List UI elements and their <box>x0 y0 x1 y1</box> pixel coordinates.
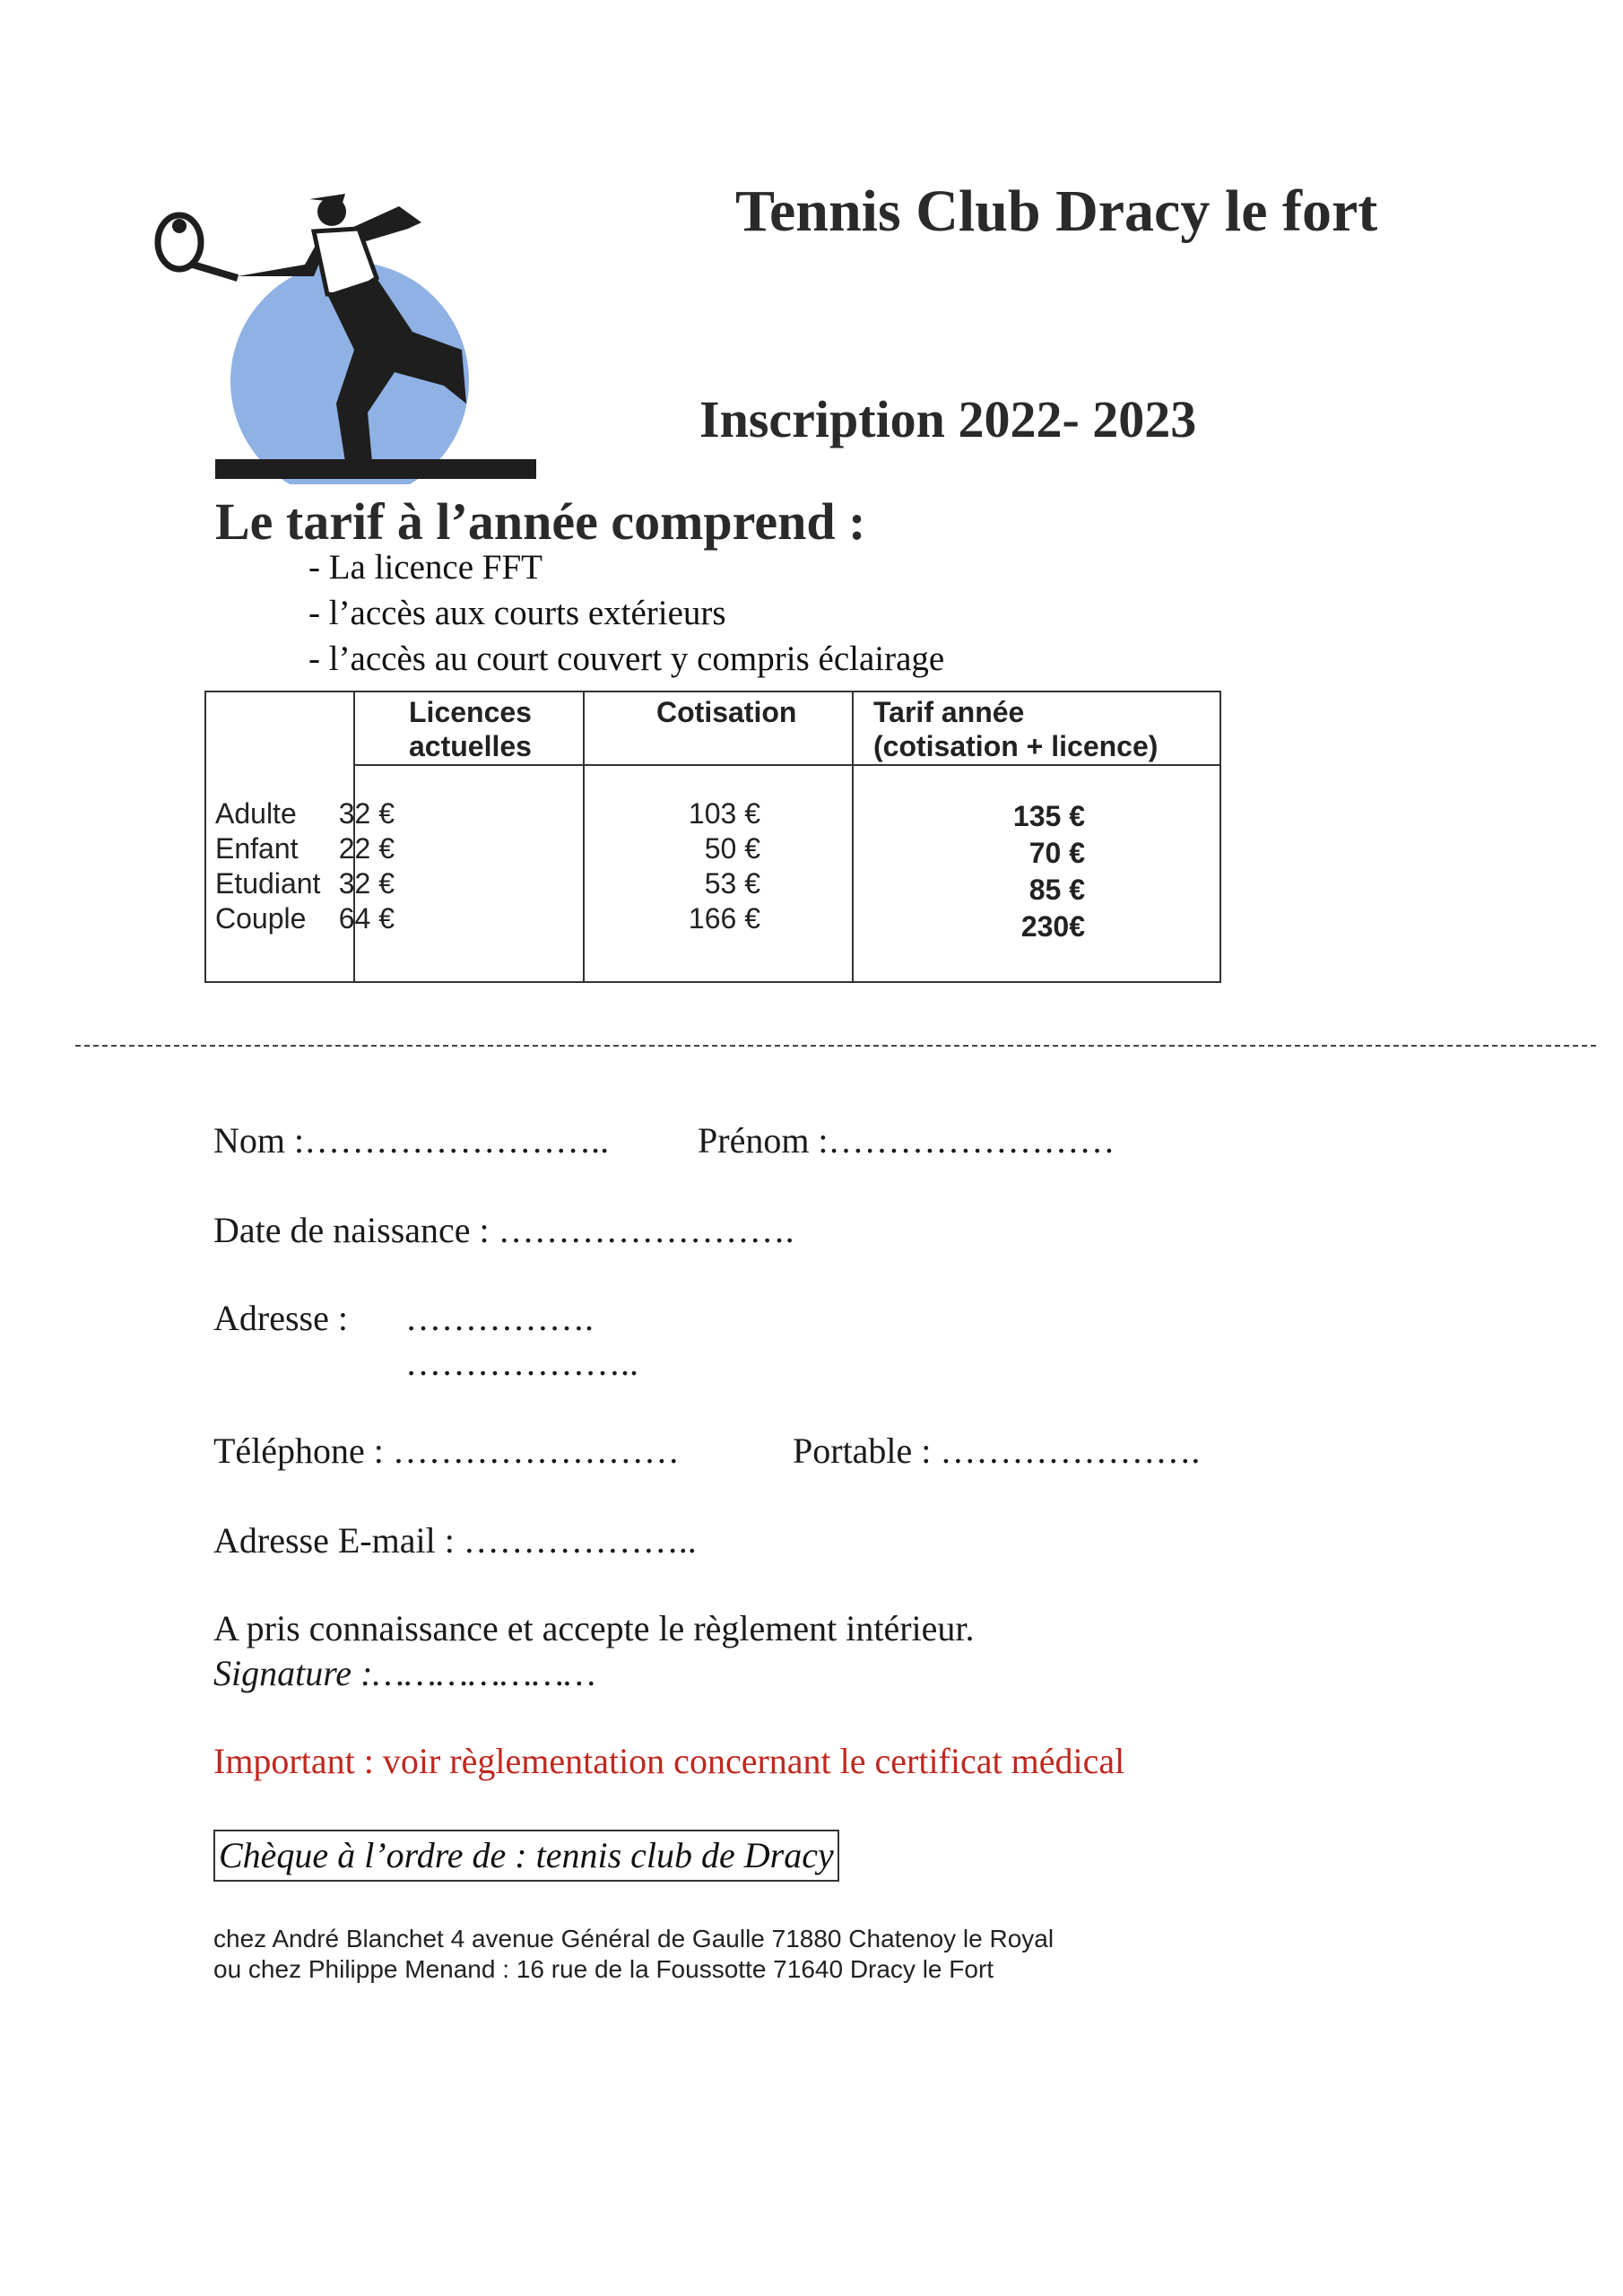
row-category: Adulte <box>215 797 297 830</box>
row-licence: 22 € <box>338 832 395 865</box>
row-cotisation: 103 € <box>688 797 760 830</box>
club-name: Tennis Club Dracy le fort <box>735 178 1378 244</box>
header-underline <box>353 764 1219 766</box>
address-line: ou chez Philippe Menand : 16 rue de la Foussotte 71640 Dracy le Fort <box>213 1955 994 1983</box>
cut-dashed-line <box>75 1045 1596 1047</box>
row-licence: 32 € <box>338 797 395 830</box>
tarif-item-court-couvert: - l’accès au court couvert y compris éclairage <box>308 639 945 678</box>
adresse-label: Adresse : <box>213 1298 348 1338</box>
nom-field[interactable]: Nom :…………………….. <box>213 1120 610 1161</box>
row-cotisation: 53 € <box>704 867 760 900</box>
row-tarif: 135 € <box>1012 800 1085 832</box>
row-cotisation: 166 € <box>688 902 760 935</box>
tarif-item-licence: - La licence FFT <box>308 548 542 587</box>
date-naissance-field[interactable]: Date de naissance : ……………………. <box>213 1210 794 1250</box>
header-cotisation: Cotisation <box>656 696 797 728</box>
row-tarif: 70 € <box>1028 837 1085 869</box>
logo-ball <box>172 219 187 233</box>
header-tarif: Tarif année <box>873 696 1025 728</box>
price-table <box>204 691 1221 983</box>
signature-field[interactable]: Signature :………………… <box>213 1653 596 1693</box>
header-licences-line2: actuelles <box>409 730 532 762</box>
row-licence: 64 € <box>338 902 395 935</box>
header-licences: Licences <box>409 696 532 728</box>
address-line: chez André Blanchet 4 avenue Général de Gaulle 71880 Chatenoy le Royal <box>213 1925 1055 1952</box>
adresse-line1-field[interactable]: ……………. <box>405 1298 594 1338</box>
row-tarif: 230€ <box>1020 910 1085 943</box>
logo-racket-handle <box>193 265 238 278</box>
logo-ground-bar <box>215 459 536 479</box>
header-tarif-line2: (cotisation + licence) <box>873 730 1159 762</box>
tarif-item-courts-exterieurs: - l’accès aux courts extérieurs <box>308 594 726 632</box>
cheque-box: Chèque à l’ordre de : tennis club de Dracy <box>213 1830 839 1882</box>
row-licence: 32 € <box>338 867 395 900</box>
row-category: Enfant <box>215 832 299 865</box>
important-notice: Important : voir règlementation concernant le certificat médical <box>213 1741 1125 1781</box>
adresse-line2-field[interactable]: ……………….. <box>405 1343 638 1383</box>
row-cotisation: 50 € <box>704 832 760 865</box>
telephone-field[interactable]: Téléphone : …………………… <box>213 1431 680 1471</box>
row-category: Etudiant <box>215 867 321 900</box>
reglement-text: A pris connaissance et accepte le règlement intérieur. <box>213 1608 975 1648</box>
portable-field[interactable]: Portable : …………………. <box>793 1431 1201 1471</box>
email-field[interactable]: Adresse E-mail : ……………….. <box>213 1520 697 1561</box>
table-divider <box>583 692 585 981</box>
logo-arm <box>238 240 327 276</box>
row-category: Couple <box>215 902 307 935</box>
row-tarif: 85 € <box>1028 874 1085 906</box>
prenom-field[interactable]: Prénom :…………………… <box>698 1120 1115 1161</box>
tarif-heading: Le tarif à l’année comprend : <box>215 492 866 551</box>
table-divider <box>852 692 854 981</box>
tennis-player-logo <box>152 179 547 484</box>
inscription-title: Inscription 2022- 2023 <box>699 390 1197 448</box>
